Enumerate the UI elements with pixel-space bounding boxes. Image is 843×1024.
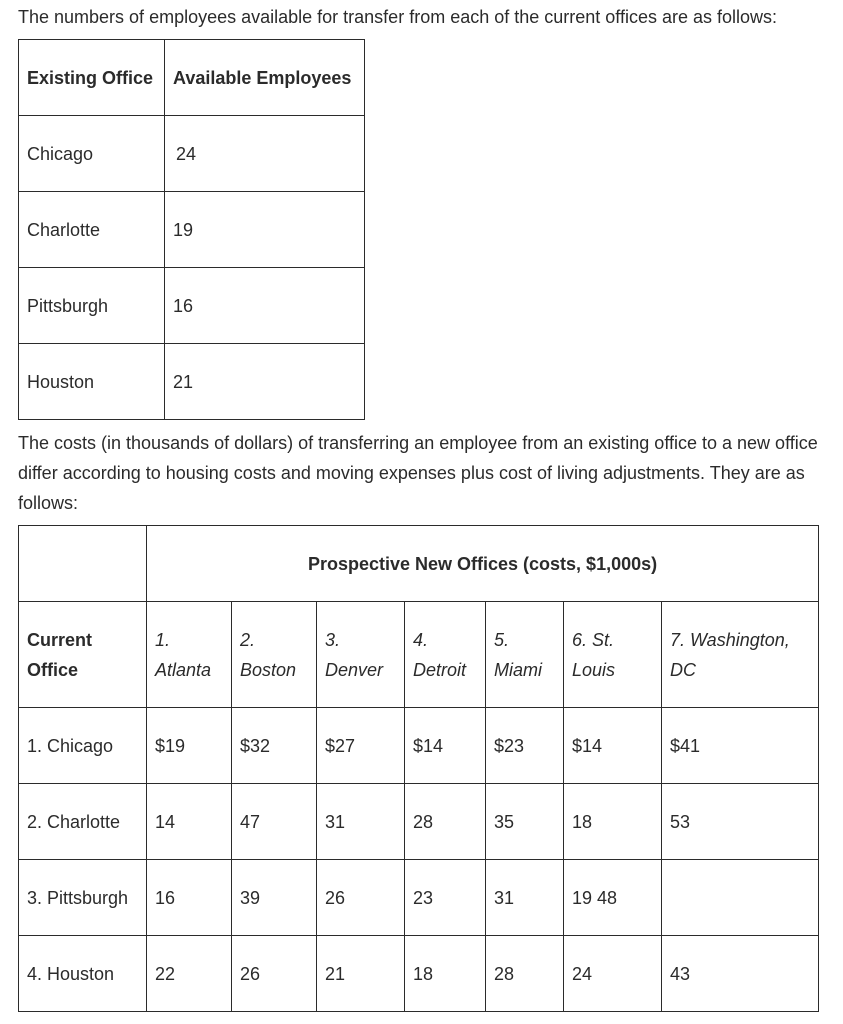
cost-cell: 47 [232, 784, 317, 860]
table-row [19, 116, 365, 192]
header-washington-dc: 7. Washington, DC [662, 602, 819, 708]
header-miami: 5. Miami [486, 602, 564, 708]
cost-cell: 31 [317, 784, 405, 860]
available-count: 24 [165, 116, 365, 192]
office-name: 4. Houston [19, 936, 147, 1012]
header-current-office: Current Office [19, 602, 147, 708]
cost-cell: 53 [662, 784, 819, 860]
cost-cell: 21 [317, 936, 405, 1012]
office-name: Charlotte [19, 192, 165, 268]
cost-cell: 18 [564, 784, 662, 860]
cost-cell: 18 [405, 936, 486, 1012]
table-header-row [19, 602, 819, 708]
cost-cell: $41 [662, 708, 819, 784]
cost-cell: 26 [232, 936, 317, 1012]
cost-cell: 35 [486, 784, 564, 860]
cost-cell: $19 [147, 708, 232, 784]
table-row [19, 268, 365, 344]
prospective-offices-title: Prospective New Offices (costs, $1,000s) [147, 526, 819, 602]
cost-cell [662, 860, 819, 936]
cost-cell: $14 [405, 708, 486, 784]
table-row [19, 860, 819, 936]
cost-cell: 24 [564, 936, 662, 1012]
cost-cell: 26 [317, 860, 405, 936]
table-row [19, 708, 819, 784]
costs-table [18, 525, 819, 1012]
header-st-louis: 6. St. Louis [564, 602, 662, 708]
table-title-row [19, 526, 819, 602]
header-available-employees: Available Employees [165, 40, 365, 116]
header-boston: 2. Boston [232, 602, 317, 708]
available-count: 16 [165, 268, 365, 344]
employees-table [18, 39, 365, 420]
table-row [19, 344, 365, 420]
office-name: Pittsburgh [19, 268, 165, 344]
cost-cell: 22 [147, 936, 232, 1012]
cost-cell: $27 [317, 708, 405, 784]
table-row [19, 784, 819, 860]
header-existing-office: Existing Office [19, 40, 165, 116]
empty-corner-cell [19, 526, 147, 602]
cost-cell: 16 [147, 860, 232, 936]
available-count: 21 [165, 344, 365, 420]
table-row [19, 192, 365, 268]
office-name: 3. Pittsburgh [19, 860, 147, 936]
intro-text: The numbers of employees available for transfer from each of the current offices are as follows: [18, 7, 778, 27]
office-name: 1. Chicago [19, 708, 147, 784]
costs-description: The costs (in thousands of dollars) of transferring an employee from an existing office to a new office differ according to housing costs and moving expenses plus cost of living adjustments. They are as follows: [18, 433, 818, 513]
office-name: 2. Charlotte [19, 784, 147, 860]
cost-cell: 39 [232, 860, 317, 936]
cost-cell: 19 48 [564, 860, 662, 936]
cost-cell: $14 [564, 708, 662, 784]
office-name: Houston [19, 344, 165, 420]
office-name: Chicago [19, 116, 165, 192]
cost-cell: $32 [232, 708, 317, 784]
cost-cell: 23 [405, 860, 486, 936]
cost-cell: 31 [486, 860, 564, 936]
header-detroit: 4. Detroit [405, 602, 486, 708]
cost-cell: 28 [405, 784, 486, 860]
table-row [19, 936, 819, 1012]
cost-cell: 28 [486, 936, 564, 1012]
table-header-row [19, 40, 365, 116]
header-atlanta: 1. Atlanta [147, 602, 232, 708]
cost-cell: $23 [486, 708, 564, 784]
available-count: 19 [165, 192, 365, 268]
cost-cell: 43 [662, 936, 819, 1012]
cost-cell: 14 [147, 784, 232, 860]
header-denver: 3. Denver [317, 602, 405, 708]
